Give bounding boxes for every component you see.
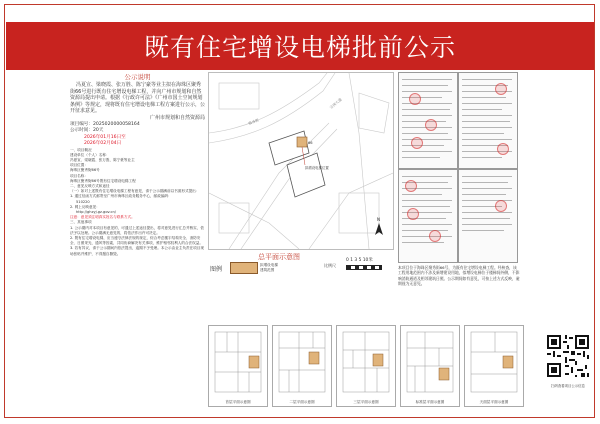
step-1: （一）如对上述既有住宅增设电梯工程有意见，请于公示期满前以书面形式提出：	[70, 189, 200, 194]
notice-panel	[70, 72, 205, 414]
seal-stamp-icon	[495, 200, 507, 212]
document-sheet	[398, 169, 458, 263]
site-plan-legend	[208, 252, 394, 278]
project-no-value: 2025020000058164	[92, 121, 140, 127]
section-three: 三、其他事项	[70, 220, 92, 225]
project-name-value: 海珠区聚秀街66号既有住宅增设电梯工程	[70, 178, 136, 183]
floor-plan	[464, 325, 524, 407]
url-hint[interactable]: http://ghzyj.gz.gov.cn/	[76, 210, 116, 215]
site-plan-map	[208, 72, 394, 250]
seal-stamp-icon	[495, 83, 507, 95]
floor-plan-drawing	[209, 326, 267, 398]
seal-stamp-icon	[409, 93, 421, 105]
applicant-label: 建设单位（个人）名称：	[70, 152, 110, 157]
notice-org: 广州市规划和自然资源局	[149, 114, 205, 121]
floor-plan-drawing	[273, 326, 331, 398]
floor-plan-caption: 标准层平面示意图	[415, 400, 445, 404]
floor-plan	[208, 325, 268, 407]
notice-body: 冯夏宣、梁晓霞、张万胜、陈宁豪等业主拟在海珠区聚秀街66号进行既有住宅增设电梯工程，并向广州市规划和自然资源局提出申请。根据《行政许可法》《广州市国土空间规划条例》等规定，现将既有住宅增设电梯工程方案进行公示，公开征求意见。	[70, 82, 205, 115]
floor-plan	[336, 325, 396, 407]
attachments-area	[398, 72, 518, 262]
document-sheet	[458, 72, 518, 169]
floor-plan-caption: 首层平面示意图	[225, 400, 251, 404]
legend-label: 图例	[210, 266, 223, 273]
seal-stamp-icon	[425, 119, 437, 131]
floor-plan-drawing	[465, 326, 523, 398]
legend-swatch-labels	[260, 263, 278, 272]
road-label-1: 聚秀街	[247, 118, 260, 126]
seal-stamp-icon	[497, 143, 509, 155]
floor-plan	[272, 325, 332, 407]
marker-label: 拟增设电梯位置	[305, 166, 329, 170]
building-no: 66	[308, 141, 313, 145]
seal-stamp-icon	[411, 137, 423, 149]
site-plan-drawing	[209, 73, 393, 249]
period-days: 20天	[92, 128, 104, 134]
swatch-label-1: 拟增设电梯	[260, 263, 278, 267]
para-2: 2. 既有住宅增设电梯，应当遵守法律法规的规定，综合考虑楼宇结构安全、消防安全、日照采光、通风等因素，共同协商解决有关事项，维护相邻权利人的合法权益。	[70, 236, 203, 246]
section-two: 二、意见反映方式和途径	[70, 184, 110, 189]
swatch-label-2: 建筑范围	[260, 267, 275, 272]
scale-numbers: 0 1 3 5 10米	[346, 258, 373, 263]
scale-bar	[346, 265, 382, 270]
qr-code-icon[interactable]	[545, 333, 591, 379]
qr-caption: 扫码查看项目公示信息	[551, 384, 585, 388]
para-1: 1. 公示期内对本项目有意见的，可通过上述途径提出，将对意见进行汇总并核实，依法予以处理。公示期满无意见的，将依法作出许可决定。	[70, 225, 204, 235]
notice-heading: 公示说明	[124, 73, 151, 81]
seal-stamp-icon	[429, 230, 441, 242]
page-title: 既有住宅增设电梯批前公示	[6, 22, 594, 70]
postcode: 510220	[76, 199, 90, 204]
floor-plan	[400, 325, 460, 407]
road-label-2: 宝岗大道	[329, 97, 343, 110]
date-start: 2026年01月16日至	[84, 134, 126, 140]
applicant-value: 冯夏宣、梁晓霞、张万胜、陈宁豪等业主	[70, 158, 135, 162]
elevator-marker	[297, 137, 307, 147]
date-end: 2026年02月04日	[84, 141, 122, 147]
period-label: 公示时间：	[70, 128, 93, 134]
scale-label: 比例尺	[324, 263, 336, 268]
right-note: 本项目位于海珠区聚秀街66号，为既有住宅增设电梯工程。经核查，该工程用地范围内不涉及新增建设用地，拟增设电梯位于楼梯间外侧，不影响消防通道及相邻建筑日照。公示期间如有意见，可按上述方式反映，逾期视为无意见。	[398, 265, 520, 287]
seal-stamp-icon	[405, 180, 417, 192]
floor-plan-caption: 天面层平面示意图	[479, 400, 509, 404]
step-3: 2. 网上反映意见：	[70, 204, 100, 209]
legend-title: 总平面示意图	[258, 253, 300, 261]
step-2: 1. 通过信函方式邮寄至广州市海珠区政务服务中心，邮政编码：	[70, 194, 172, 199]
floor-plan-caption: 二层平面示意图	[289, 400, 315, 404]
floor-plans	[208, 325, 524, 413]
document-sheet	[398, 72, 458, 169]
legend-swatch	[230, 262, 258, 274]
location-label: 项目位置：	[70, 163, 88, 168]
svg-text:N: N	[377, 217, 380, 222]
floor-plan-caption: 三层平面示意图	[353, 400, 379, 404]
seal-stamp-icon	[407, 208, 419, 220]
section-one: 一、项目概况	[70, 147, 92, 152]
project-name-label: 项目名称：	[70, 173, 88, 178]
project-no-label: 项目编号：	[70, 121, 93, 127]
floor-plan-drawing	[401, 326, 459, 398]
floor-plan-drawing	[337, 326, 395, 398]
para-3: 3. 若有异议，请于公示期间内依法提出，逾期不予受理。本公示由业主负责在项目现场张贴并维护，不得擅自撕毁。	[70, 246, 204, 256]
warning-text: 注意：意见须注明真实姓名与联系方式。	[70, 215, 135, 220]
location-value: 海珠区聚秀街66号	[70, 168, 100, 173]
document-sheet	[458, 169, 518, 263]
